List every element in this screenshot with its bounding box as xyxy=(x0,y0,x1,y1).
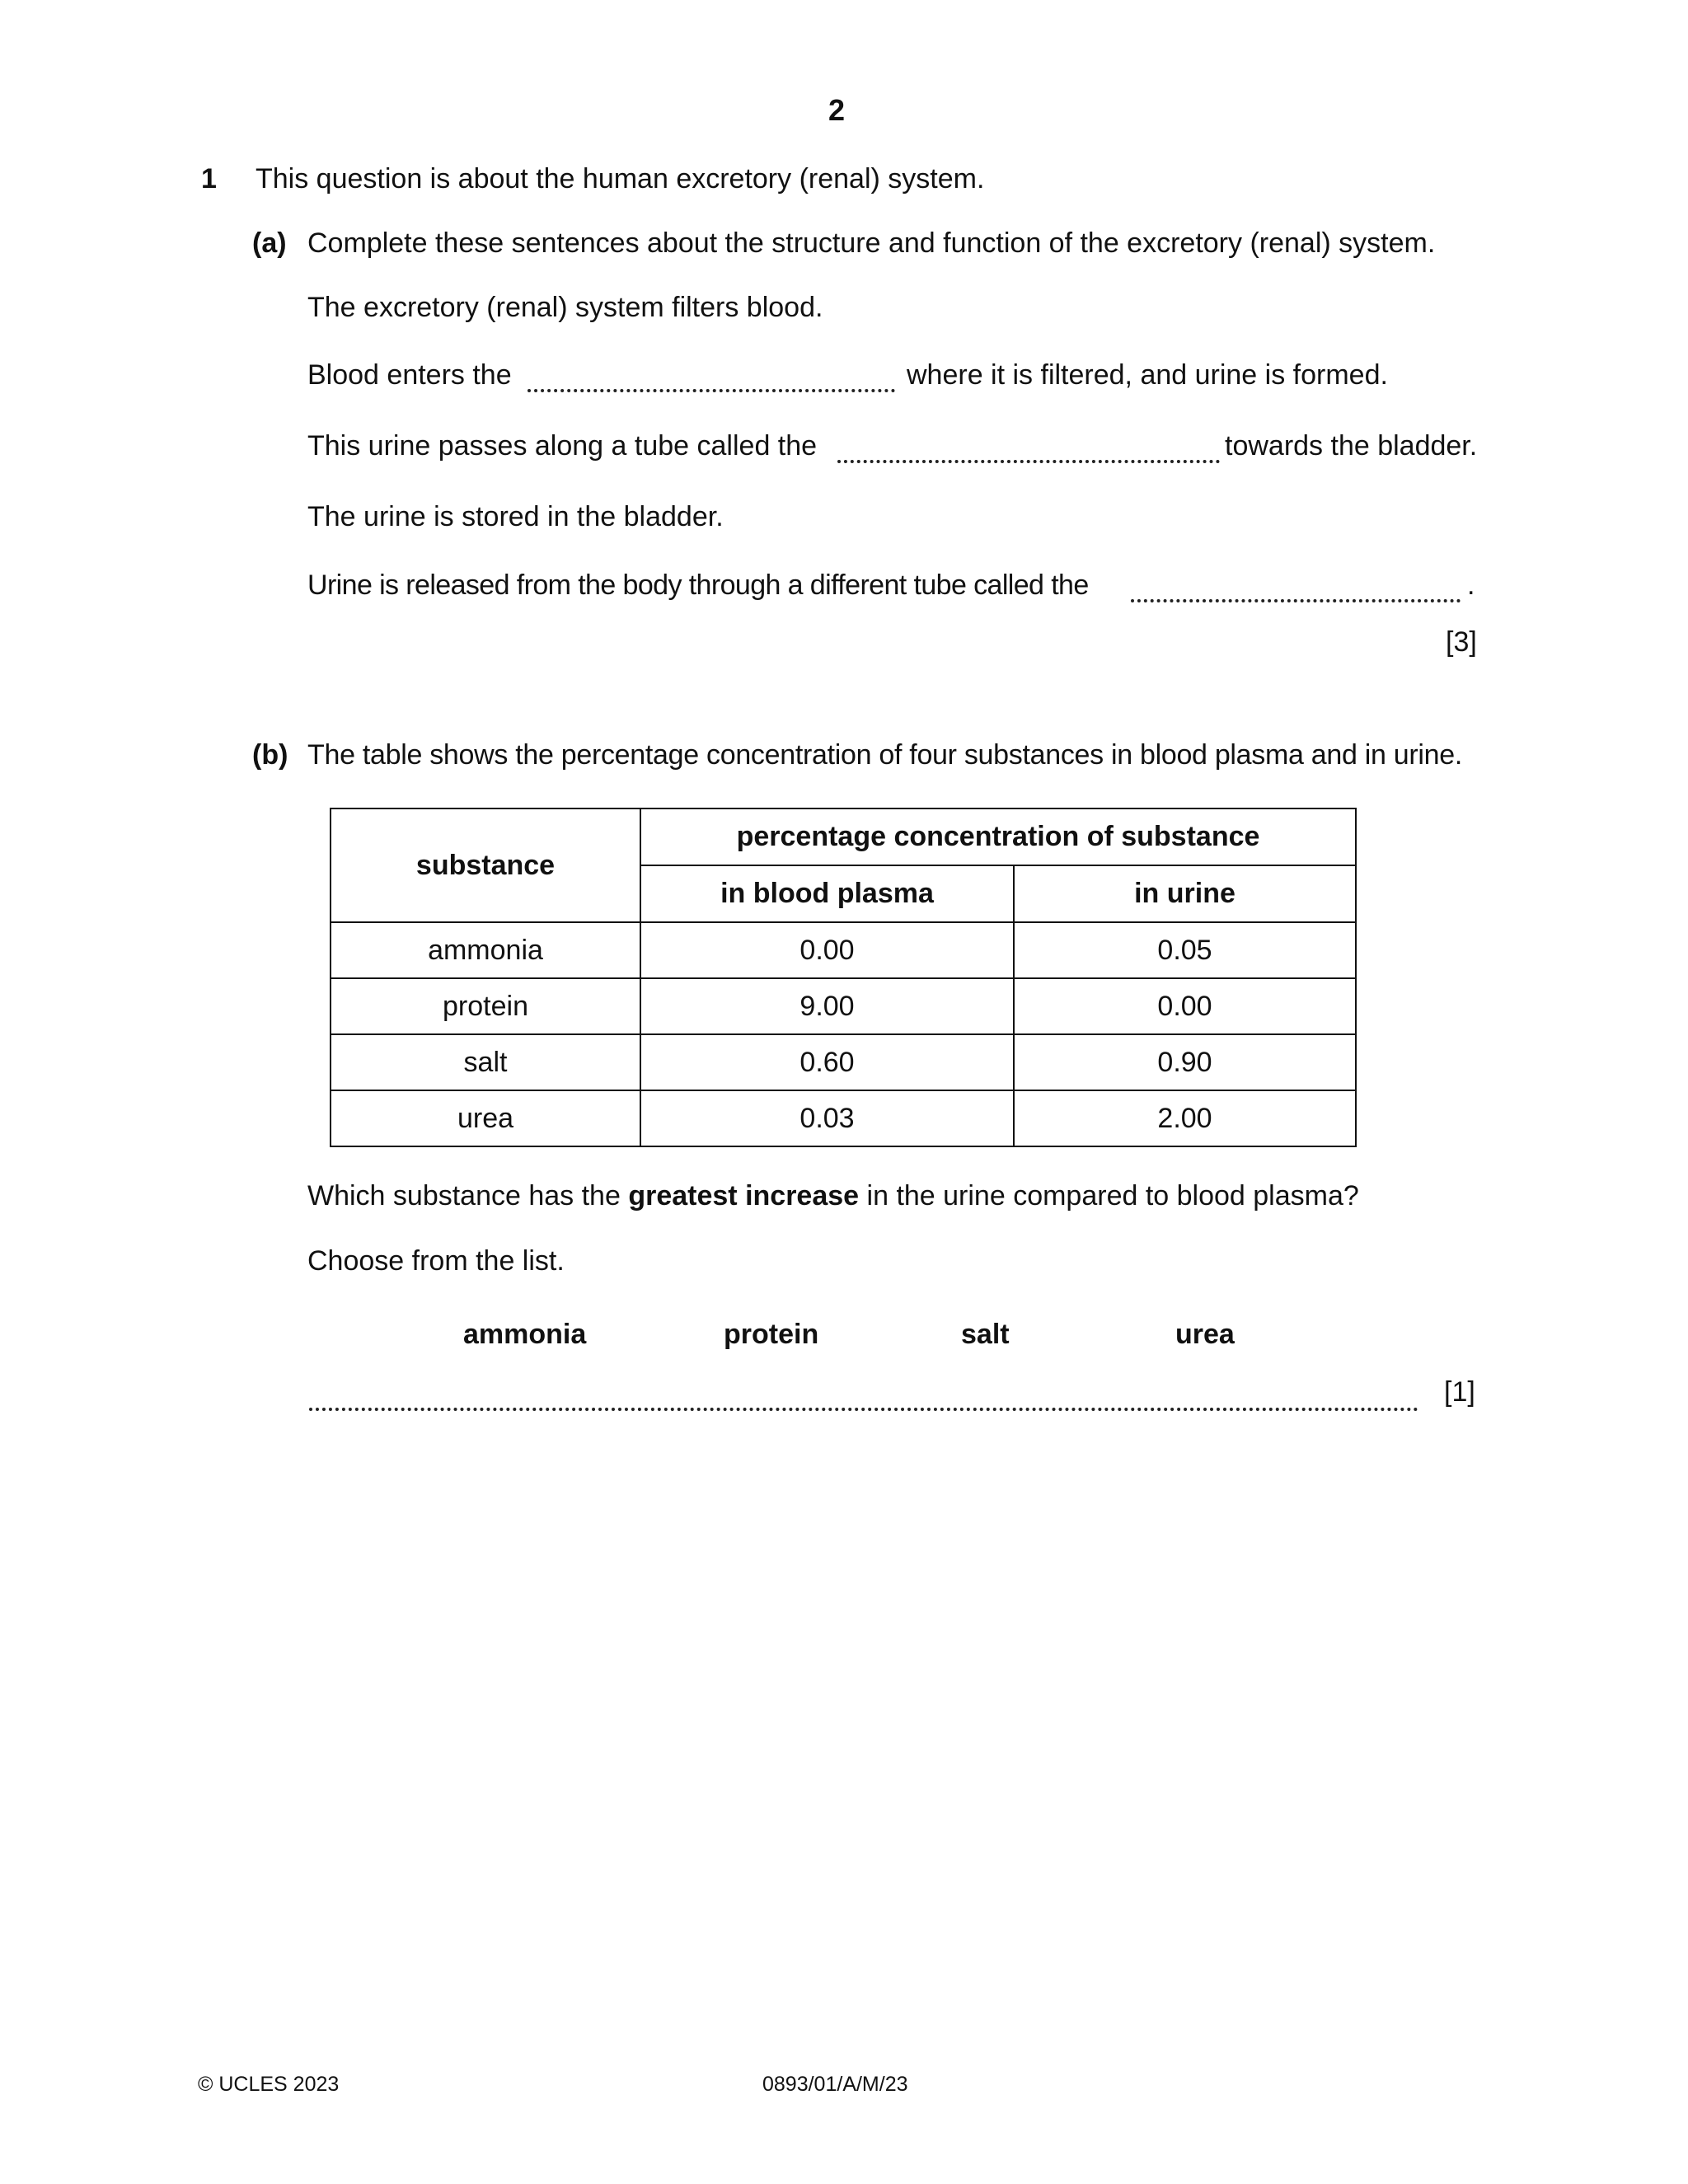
part-a-sentence-2-end: where it is filtered, and urine is formed. xyxy=(907,359,1388,391)
question-number: 1 xyxy=(201,163,217,194)
part-a-sentence-3-end: towards the bladder. xyxy=(1225,430,1478,462)
question-stem: This question is about the human excretory (renal) system. xyxy=(256,163,985,194)
part-a-sentence-1: The excretory (renal) system filters blood. xyxy=(307,292,823,323)
part-a-instruction: Complete these sentences about the structure and function of the excretory (renal) system. xyxy=(307,227,1436,259)
part-b-label: (b) xyxy=(252,739,288,771)
answer-blank-1[interactable] xyxy=(528,387,895,392)
table-row xyxy=(331,1090,1356,1146)
part-b-marks: [1] xyxy=(1444,1376,1475,1408)
part-a-marks: [3] xyxy=(1446,626,1477,658)
part-b-choose: Choose from the list. xyxy=(307,1245,565,1277)
part-a-sentence-3-start: This urine passes along a tube called the xyxy=(307,430,818,462)
footer-copyright: © UCLES 2023 xyxy=(198,2073,340,2096)
part-b-question-emphasis: greatest increase xyxy=(628,1180,860,1212)
header-in-urine: in urine xyxy=(1014,865,1356,922)
part-a-sentence-4: The urine is stored in the bladder. xyxy=(307,501,724,532)
table-row xyxy=(331,922,1356,978)
part-a-sentence-2-start: Blood enters the xyxy=(307,359,512,391)
option-protein: protein xyxy=(724,1319,819,1350)
option-salt: salt xyxy=(961,1319,1010,1350)
concentration-table xyxy=(330,808,1357,1147)
header-in-blood-plasma: in blood plasma xyxy=(640,865,1014,922)
page-number: 2 xyxy=(828,93,846,127)
header-percentage-concentration: percentage concentration of substance xyxy=(640,808,1356,865)
cell-urine: 2.00 xyxy=(1014,1090,1356,1146)
header-substance: substance xyxy=(331,808,640,922)
answer-blank-3[interactable] xyxy=(1131,598,1461,602)
cell-plasma: 0.60 xyxy=(640,1034,1014,1090)
part-a-sentence-5-start: Urine is released from the body through a different tube called the xyxy=(307,569,1089,601)
cell-substance: ammonia xyxy=(331,922,640,978)
option-ammonia: ammonia xyxy=(463,1319,587,1350)
footer-paper-code: 0893/01/A/M/23 xyxy=(762,2073,908,2096)
answer-blank-2[interactable] xyxy=(837,458,1220,463)
cell-urine: 0.05 xyxy=(1014,922,1356,978)
answer-line-b[interactable] xyxy=(309,1406,1418,1411)
part-a-sentence-5-end: . xyxy=(1467,569,1475,601)
part-b-intro: The table shows the percentage concentration of four substances in blood plasma and in urine. xyxy=(307,739,1462,771)
cell-plasma: 9.00 xyxy=(640,978,1014,1034)
cell-plasma: 0.03 xyxy=(640,1090,1014,1146)
part-a-label: (a) xyxy=(252,227,287,259)
cell-plasma: 0.00 xyxy=(640,922,1014,978)
table-row xyxy=(331,978,1356,1034)
cell-substance: protein xyxy=(331,978,640,1034)
part-b-question-end: in the urine compared to blood plasma? xyxy=(866,1180,1359,1212)
table-row xyxy=(331,1034,1356,1090)
cell-substance: urea xyxy=(331,1090,640,1146)
part-b-question xyxy=(307,1179,1359,1212)
cell-urine: 0.00 xyxy=(1014,978,1356,1034)
cell-substance: salt xyxy=(331,1034,640,1090)
cell-urine: 0.90 xyxy=(1014,1034,1356,1090)
option-urea: urea xyxy=(1175,1319,1235,1350)
part-b-question-start: Which substance has the xyxy=(307,1180,621,1212)
